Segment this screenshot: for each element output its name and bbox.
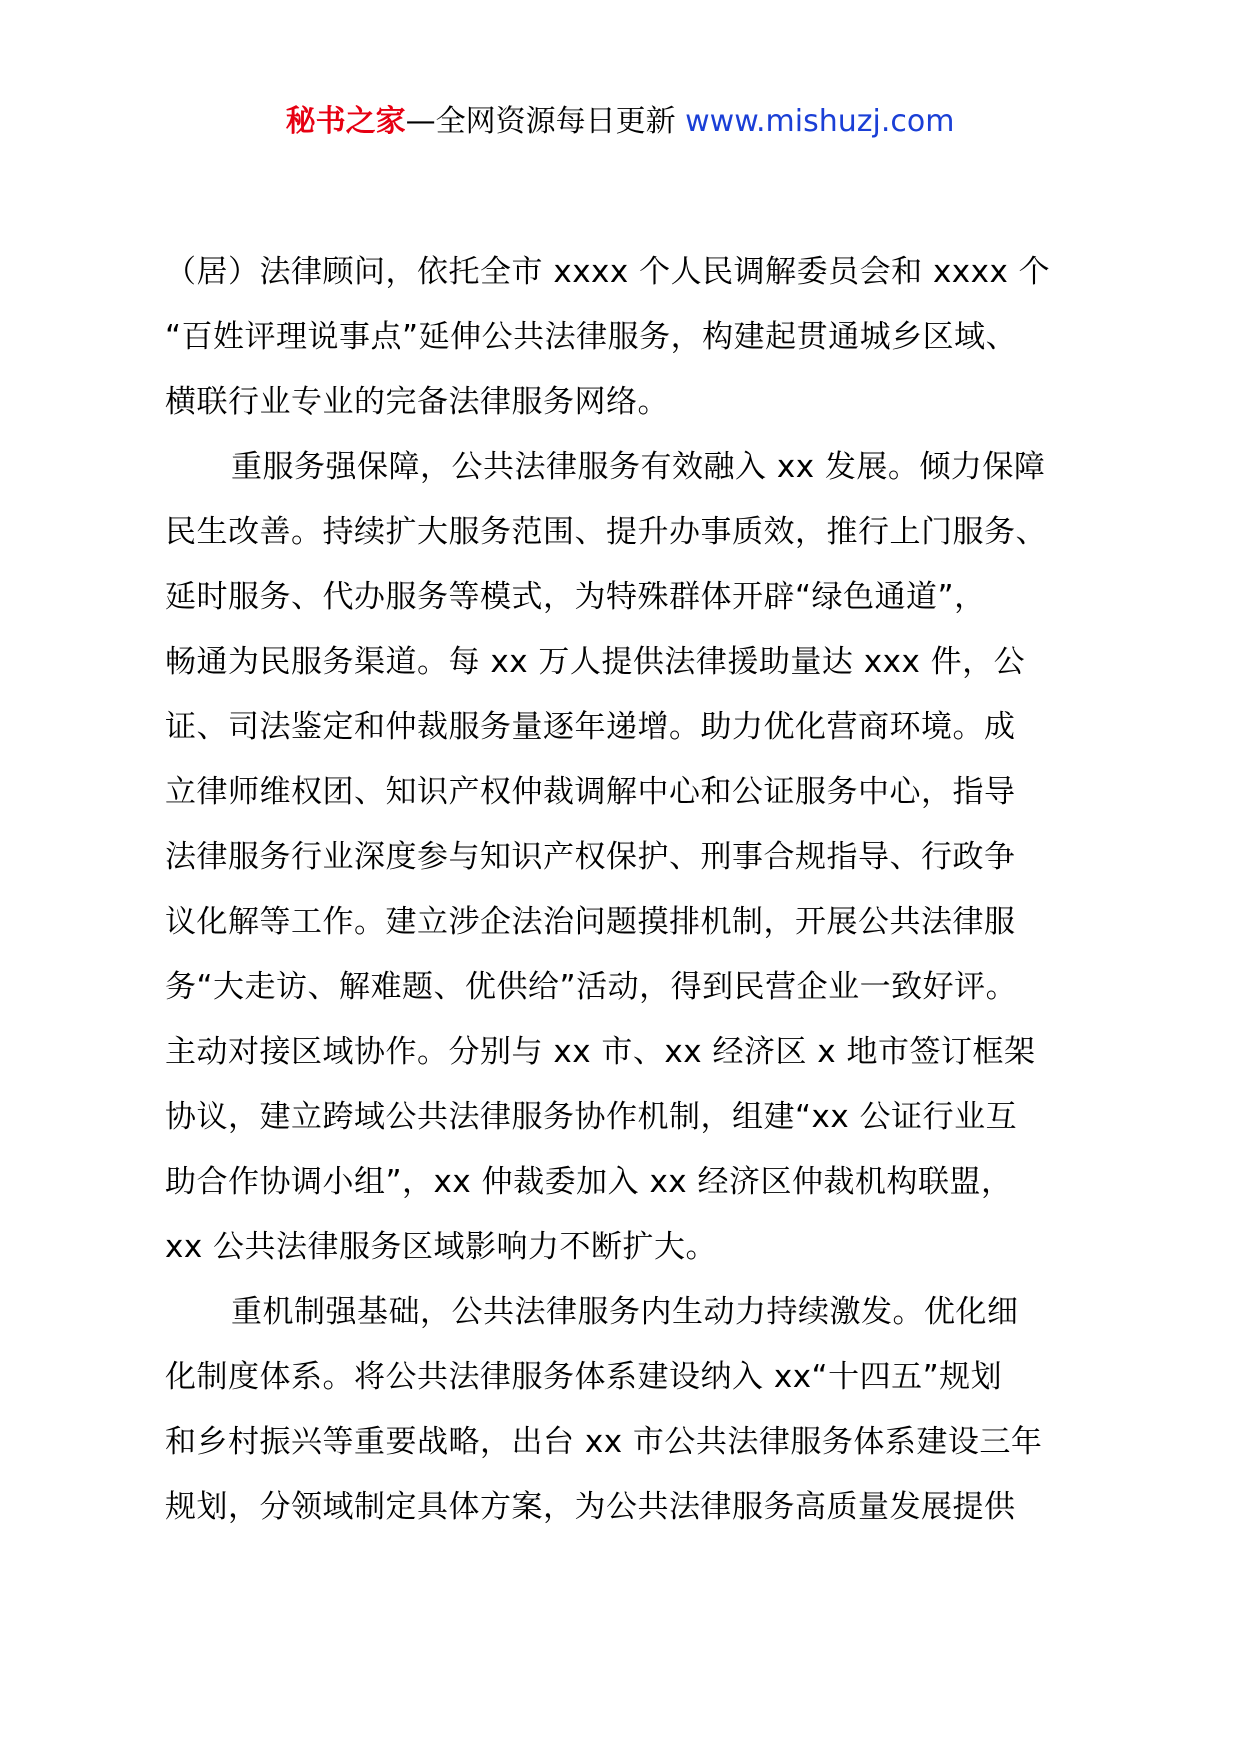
text-line: 民生改善。持续扩大服务范围、提升办事质效，推行上门服务、 <box>165 514 1047 550</box>
text-line: xx 公共法律服务区域影响力不断扩大。 <box>165 1229 718 1265</box>
text-line: 延时服务、代办服务等模式，为特殊群体开辟“绿色通道”， <box>165 579 986 615</box>
text-line: 务“大走访、解难题、优供给”活动，得到民营企业一致好评。 <box>165 969 1018 1005</box>
text-line: 横联行业专业的完备法律服务网络。 <box>165 384 669 420</box>
paragraph-start-line: 重服务强保障，公共法律服务有效融入 xx 发展。倾力保障 <box>231 449 1046 485</box>
site-tagline: —全网资源每日更新 <box>405 104 676 139</box>
text-line: 规划，分领域制定具体方案，为公共法律服务高质量发展提供 <box>165 1489 1016 1525</box>
document-body <box>165 240 1110 1540</box>
text-line: （居）法律顾问，依托全市 xxxx 个人民调解委员会和 xxxx 个 <box>165 254 1051 290</box>
page-header <box>0 102 1240 142</box>
text-line: 议化解等工作。建立涉企法治问题摸排机制，开展公共法律服 <box>165 904 1016 940</box>
paragraph-start-line: 重机制强基础，公共法律服务内生动力持续激发。优化细 <box>231 1294 1019 1330</box>
site-brand: 秘书之家 <box>285 104 406 139</box>
text-line: “百姓评理说事点”延伸公共法律服务，构建起贯通城乡区域、 <box>165 319 1018 355</box>
text-line: 主动对接区域协作。分别与 xx 市、xx 经济区 x 地市签订框架 <box>165 1034 1036 1070</box>
text-line: 法律服务行业深度参与知识产权保护、刑事合规指导、行政争 <box>165 839 1016 875</box>
text-line: 立律师维权团、知识产权仲裁调解中心和公证服务中心，指导 <box>165 774 1016 810</box>
text-line: 畅通为民服务渠道。每 xx 万人提供法律援助量达 xxx 件，公 <box>165 644 1026 680</box>
site-url-link[interactable]: www.mishuzj.com <box>685 104 955 139</box>
text-line: 证、司法鉴定和仲裁服务量逐年递增。助力优化营商环境。成 <box>165 709 1016 745</box>
text-line: 化制度体系。将公共法律服务体系建设纳入 xx“十四五”规划 <box>165 1359 1003 1395</box>
text-line: 和乡村振兴等重要战略，出台 xx 市公共法律服务体系建设三年 <box>165 1424 1043 1460</box>
text-line: 助合作协调小组”，xx 仲裁委加入 xx 经济区仲裁机构联盟， <box>165 1164 1013 1200</box>
text-line: 协议，建立跨域公共法律服务协作机制，组建“xx 公证行业互 <box>165 1099 1018 1135</box>
